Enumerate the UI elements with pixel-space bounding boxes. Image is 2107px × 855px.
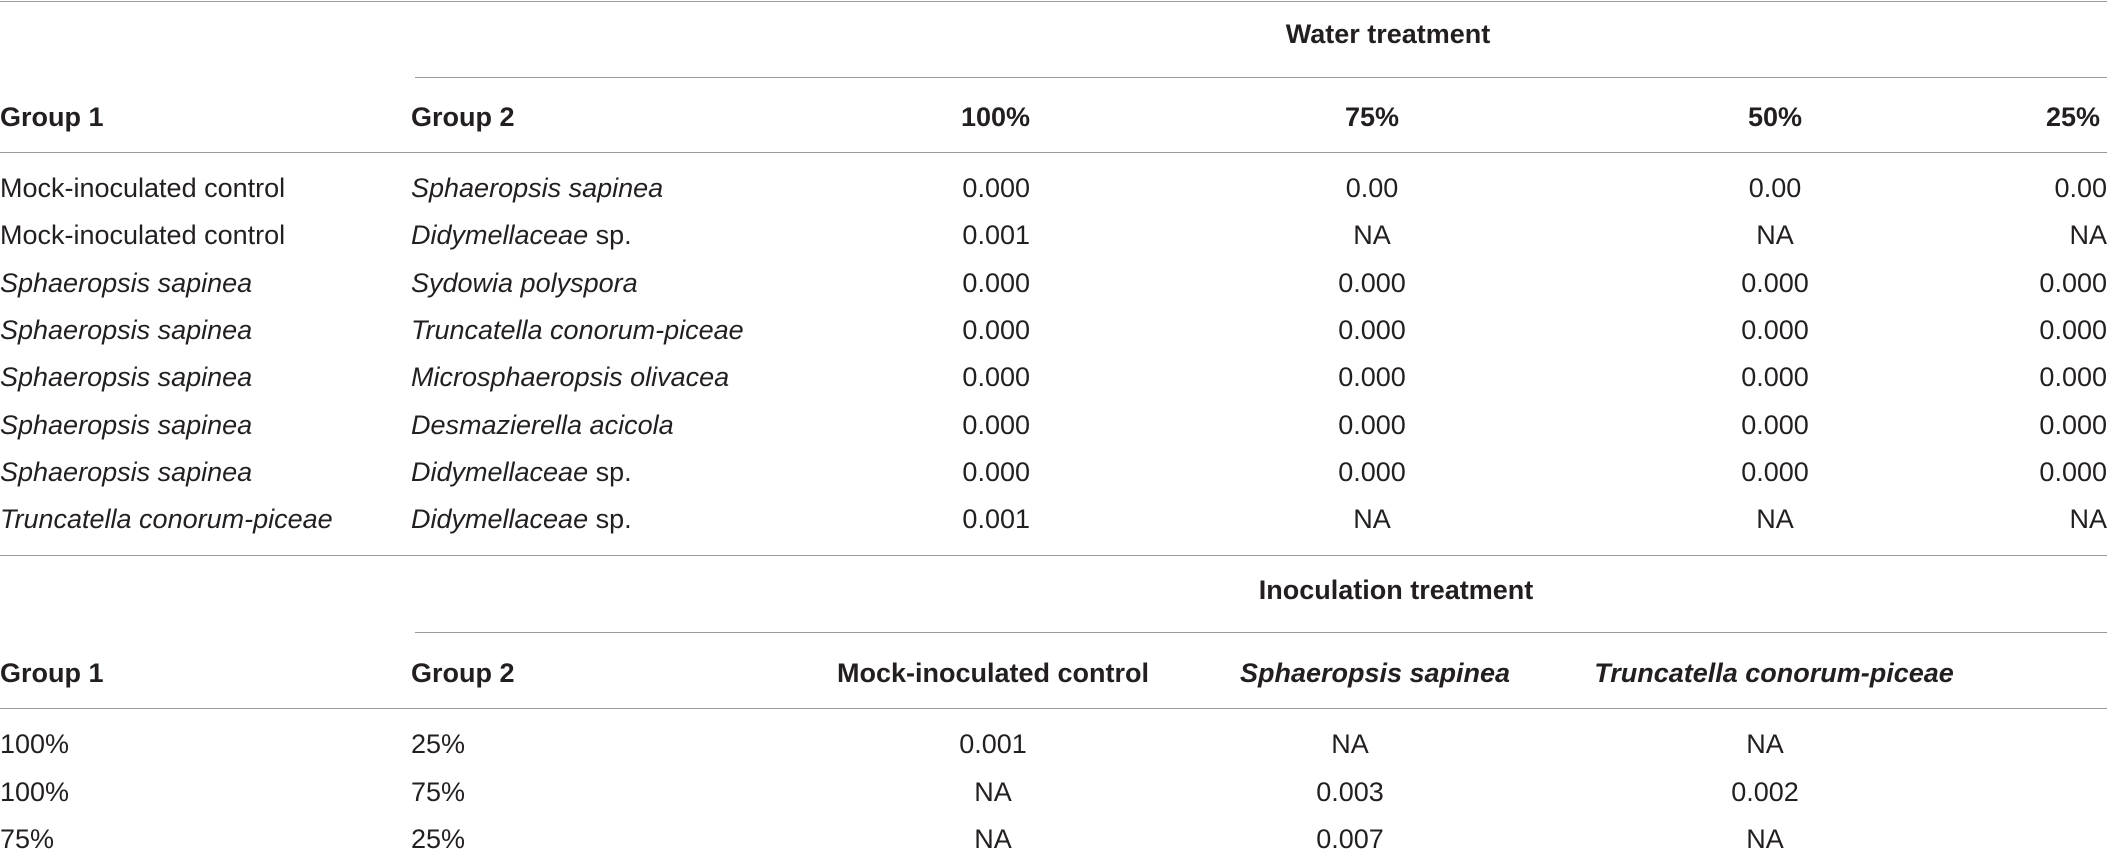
water-row-7-75: NA	[1353, 504, 1391, 534]
water-row-5-group2	[411, 409, 674, 441]
water-row-1-group1	[0, 219, 285, 251]
water-row-2-group2	[411, 267, 638, 299]
inoc-header-truncatella: Truncatella conorum-piceae	[1594, 658, 1954, 688]
inoc-row-2-mock: NA	[974, 824, 1012, 854]
water-row-5-25: 0.000	[2039, 410, 2107, 440]
inoc-row-1-sphaeropsis: 0.003	[1316, 777, 1384, 807]
inoc-row-2-group2: 25%	[411, 824, 466, 854]
water-row-7-50: NA	[1756, 504, 1794, 534]
water-row-3-75: 0.000	[1338, 315, 1406, 345]
water-row-2-50: 0.000	[1741, 268, 1809, 298]
water-row-4-100: 0.000	[962, 362, 1030, 392]
water-row-4-group2-taxon: Microsphaeropsis olivacea	[411, 362, 730, 392]
water-header-25: 25%	[2045, 102, 2100, 132]
top-rule	[0, 1, 2107, 2]
inoc-row-2-truncatella: NA	[1746, 824, 1784, 854]
inoc-row-1-truncatella: 0.002	[1731, 777, 1799, 807]
inoc-row-0-mock: 0.001	[959, 729, 1027, 759]
water-row-0-75: 0.00	[1345, 173, 1399, 203]
water-row-1-group2	[411, 219, 632, 251]
water-row-1-group1-text: Mock-inoculated control	[0, 220, 286, 250]
inoc-header-mock: Mock-inoculated control	[836, 658, 1150, 688]
inoc-row-0-truncatella: NA	[1746, 729, 1784, 759]
water-row-4-group2	[411, 361, 729, 393]
water-row-1-75: NA	[1353, 220, 1391, 250]
water-row-6-75: 0.000	[1338, 457, 1406, 487]
water-row-7-group2-suffix: sp.	[588, 504, 632, 534]
water-header-50: 50%	[1747, 102, 1803, 132]
water-row-6-50: 0.000	[1741, 457, 1809, 487]
water-row-3-25: 0.000	[2039, 315, 2107, 345]
inoc-row-2-sphaeropsis: 0.007	[1316, 824, 1384, 854]
water-row-0-group2	[411, 172, 663, 204]
water-row-0-100: 0.000	[962, 173, 1030, 203]
water-row-4-25: 0.000	[2039, 362, 2107, 392]
water-row-3-group2	[411, 314, 744, 346]
water-header-rule	[0, 152, 2107, 153]
water-header-group1: Group 1	[0, 102, 104, 132]
water-row-1-50: NA	[1756, 220, 1794, 250]
water-row-7-group2	[411, 503, 632, 535]
water-row-6-100: 0.000	[962, 457, 1030, 487]
water-row-4-50: 0.000	[1741, 362, 1809, 392]
water-row-3-50: 0.000	[1741, 315, 1809, 345]
water-header-75: 75%	[1344, 102, 1400, 132]
water-row-7-group1-taxon: Truncatella conorum-piceae	[0, 504, 333, 534]
water-row-5-75: 0.000	[1338, 410, 1406, 440]
water-row-2-group1-taxon: Sphaeropsis sapinea	[0, 268, 253, 298]
water-row-0-25: 0.00	[2054, 173, 2107, 203]
inoc-row-1-group2: 75%	[411, 777, 466, 807]
water-row-6-group1	[0, 456, 252, 488]
water-row-3-group2-taxon: Truncatella conorum-piceae	[411, 315, 744, 345]
inoc-header-group1: Group 1	[0, 658, 104, 688]
water-row-5-50: 0.000	[1741, 410, 1809, 440]
water-spanner-rule	[415, 77, 2107, 78]
inoc-header-sphaeropsis: Sphaeropsis sapinea	[1239, 658, 1511, 688]
water-row-4-group1-taxon: Sphaeropsis sapinea	[0, 362, 253, 392]
water-row-4-75: 0.000	[1338, 362, 1406, 392]
inoculation-treatment-spanner: Inoculation treatment	[1258, 575, 1534, 605]
water-row-2-group2-taxon: Sydowia polyspora	[411, 268, 638, 298]
water-row-0-group1-text: Mock-inoculated control	[0, 173, 286, 203]
water-row-5-group2-taxon: Desmazierella acicola	[411, 410, 674, 440]
water-row-3-100: 0.000	[962, 315, 1030, 345]
water-row-7-group1	[0, 503, 333, 535]
water-row-2-75: 0.000	[1338, 268, 1406, 298]
water-row-2-group1	[0, 267, 252, 299]
water-row-0-50: 0.00	[1748, 173, 1802, 203]
water-row-1-group2-suffix: sp.	[588, 220, 632, 250]
inoc-header-rule	[0, 708, 2107, 709]
water-row-1-25: NA	[2069, 220, 2107, 250]
water-row-7-25: NA	[2069, 504, 2107, 534]
water-row-2-100: 0.000	[962, 268, 1030, 298]
water-row-7-100: 0.001	[962, 504, 1030, 534]
inoc-row-0-group1: 100%	[0, 729, 70, 759]
water-row-5-group1-taxon: Sphaeropsis sapinea	[0, 410, 253, 440]
water-row-6-group2	[411, 456, 632, 488]
inoc-row-1-mock: NA	[974, 777, 1012, 807]
water-row-6-group2-taxon: Didymellaceae	[411, 457, 589, 487]
water-row-3-group1-taxon: Sphaeropsis sapinea	[0, 315, 253, 345]
water-row-0-group1	[0, 172, 285, 204]
inoc-row-1-group1: 100%	[0, 777, 70, 807]
water-header-100: 100%	[960, 102, 1030, 132]
water-row-5-group1	[0, 409, 252, 441]
water-treatment-spanner: Water treatment	[1285, 19, 1491, 49]
water-header-group2: Group 2	[411, 102, 515, 132]
water-row-5-100: 0.000	[962, 410, 1030, 440]
water-row-0-group2-taxon: Sphaeropsis sapinea	[411, 173, 664, 203]
inoc-header-group2: Group 2	[411, 658, 515, 688]
water-row-1-100: 0.001	[962, 220, 1030, 250]
inoculation-spanner-rule	[415, 632, 2107, 633]
water-row-6-25: 0.000	[2039, 457, 2107, 487]
mid-rule	[0, 555, 2107, 556]
water-row-6-group1-taxon: Sphaeropsis sapinea	[0, 457, 253, 487]
water-row-6-group2-suffix: sp.	[588, 457, 632, 487]
inoc-row-0-sphaeropsis: NA	[1331, 729, 1369, 759]
water-row-2-25: 0.000	[2039, 268, 2107, 298]
inoc-row-0-group2: 25%	[411, 729, 466, 759]
water-row-3-group1	[0, 314, 252, 346]
water-row-1-group2-taxon: Didymellaceae	[411, 220, 589, 250]
water-row-4-group1	[0, 361, 252, 393]
inoc-row-2-group1: 75%	[0, 824, 55, 854]
water-row-7-group2-taxon: Didymellaceae	[411, 504, 589, 534]
